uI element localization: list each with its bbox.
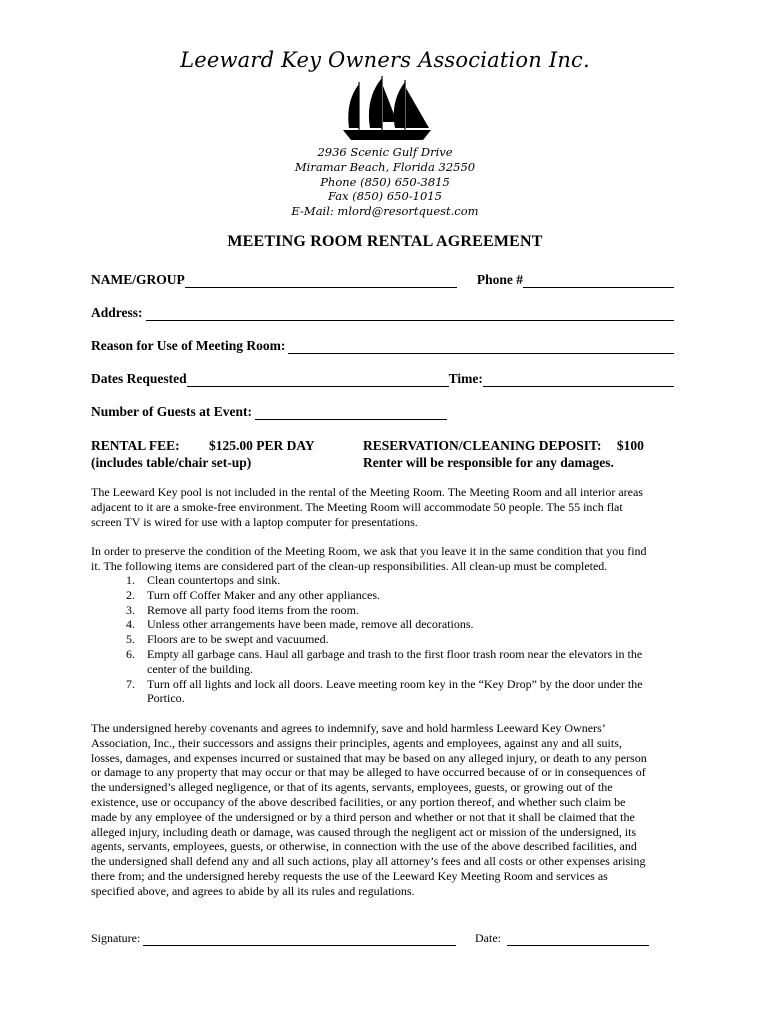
paragraph-line: losses, damages, and expenses incurred or sustained that may be based on any alleged injury, or death to any person xyxy=(91,750,647,765)
guests-label: Number of Guests at Event: xyxy=(91,404,252,419)
fax-number: Fax (850) 650-1015 xyxy=(328,189,442,204)
dates-requested-field[interactable] xyxy=(187,372,449,387)
deposit-note: Renter will be responsible for any damages. xyxy=(363,455,614,470)
list-text: Clean countertops and sink. xyxy=(147,573,281,587)
signature-field[interactable] xyxy=(143,933,456,946)
list-text: Floors are to be swept and vacuumed. xyxy=(147,632,329,647)
time-field[interactable] xyxy=(483,372,674,387)
address-field[interactable] xyxy=(146,306,674,321)
paragraph-line: adjacent to it are a smoke-free environment. The Meeting Room will accommodate 50 people. The 55 inch flat xyxy=(91,499,623,514)
rental-fee-block xyxy=(91,437,315,471)
paragraph-line: it. The following items are considered part of the clean-up responsibilities. All clean-up must be completed. xyxy=(91,558,608,573)
list-item xyxy=(91,617,681,632)
organization-name: Leeward Key Owners Association Inc. xyxy=(180,48,590,72)
address-block xyxy=(0,145,770,219)
date-row xyxy=(475,931,649,946)
address-label: Address: xyxy=(91,305,143,320)
signature-row xyxy=(91,931,456,946)
paragraph-line: specified above, and agrees to abide by all its rules and regulations. xyxy=(91,883,415,898)
list-number: 6. xyxy=(126,646,135,661)
phone-field[interactable] xyxy=(523,273,674,288)
deposit-amount: $100 xyxy=(616,438,644,453)
list-text-line: Portico. xyxy=(147,691,185,706)
deposit-block xyxy=(363,437,644,471)
date-field[interactable] xyxy=(507,933,649,946)
paragraph-line: made by any employee of the undersigned or by a third person and whether or not that it shall be claimed that the xyxy=(91,809,635,824)
list-number: 4. xyxy=(126,617,135,632)
guests-field[interactable] xyxy=(255,405,447,420)
paragraph-line: the undersigned’s alleged negligence, or that of its agents, servants, employees, guests, or growing out of the xyxy=(91,780,613,795)
address-row xyxy=(91,305,674,321)
indemnity-paragraph xyxy=(91,721,681,899)
list-item xyxy=(91,588,681,603)
street-address: 2936 Scenic Gulf Drive xyxy=(317,145,453,159)
list-text xyxy=(135,647,642,677)
list-text: Turn off Coffer Maker and any other appliances. xyxy=(147,587,381,602)
dates-requested-label: Dates Requested xyxy=(91,371,187,386)
paragraph-line: Association, Inc., their successors and assigns their principles, agents and employees, against any and all suits, xyxy=(91,735,622,750)
paragraph-line: or damage to any property that may occur or that may be alleged to have occurred because of or in consequences of xyxy=(91,765,646,780)
name-group-label: NAME/GROUP xyxy=(91,272,185,287)
list-text-line: Turn off all lights and lock all doors. Leave meeting room key in the “Key Drop” by the door under the xyxy=(147,676,643,691)
name-group-field[interactable] xyxy=(185,273,457,288)
paragraph-line: alleged injury, including death or damage, was caused through the negligent act or mission of the undersigned, its xyxy=(91,824,637,839)
paragraph-line: existence, use or occupancy of the above described facilities, or any portion thereof, and whether such claim be xyxy=(91,794,626,809)
phone-label: Phone # xyxy=(476,272,524,287)
list-number: 3. xyxy=(126,602,135,617)
paragraph-line: The Leeward Key pool is not included in the rental of the Meeting Room. The Meeting Room and all interior areas xyxy=(91,485,643,499)
guests-row xyxy=(91,404,674,420)
paragraph-line: The undersigned hereby covenants and agrees to indemnify, save and hold harmless Leeward Key Owners’ xyxy=(91,721,606,735)
list-number: 5. xyxy=(126,632,135,647)
list-text-line: center of the building. xyxy=(147,661,253,676)
cleanup-list xyxy=(91,573,681,706)
deposit-label: RESERVATION/CLEANING DEPOSIT: xyxy=(363,438,602,453)
list-number: 2. xyxy=(126,587,135,602)
list-number: 7. xyxy=(126,676,135,691)
list-text: Unless other arrangements have been made, remove all decorations. xyxy=(147,617,474,632)
phone-number: Phone (850) 650-3815 xyxy=(320,174,450,189)
paragraph-line: agents, servants, employees, guests, or otherwise, in connection with the use of the above described facilities, and xyxy=(91,839,637,854)
paragraph-line: In order to preserve the condition of the Meeting Room, we ask that you leave it in the same condition that you find xyxy=(91,544,647,558)
list-item xyxy=(91,647,681,677)
rental-fee-label: RENTAL FEE: xyxy=(91,438,180,453)
name-phone-row xyxy=(91,272,674,288)
list-text-line: Empty all garbage cans. Haul all garbage and trash to the first floor trash room near the elevators in the xyxy=(147,646,643,661)
list-item xyxy=(91,677,681,707)
cleanup-intro-paragraph xyxy=(91,544,681,574)
list-number: 1. xyxy=(126,573,135,587)
list-text xyxy=(135,677,643,707)
signature-label: Signature: xyxy=(91,931,141,945)
list-item xyxy=(91,573,681,588)
pool-smoke-free-paragraph xyxy=(91,485,681,529)
sailing-ship-icon xyxy=(337,72,437,144)
city-state-zip: Miramar Beach, Florida 32550 xyxy=(294,159,476,174)
reason-field[interactable] xyxy=(288,339,674,354)
paragraph-line: there from; and the undersigned hereby requests the use of the Leeward Key Meeting Room and services as xyxy=(91,868,608,883)
list-item xyxy=(91,632,681,647)
email-address: E-Mail: mlord@resortquest.com xyxy=(291,204,479,219)
reason-row xyxy=(91,338,674,354)
rental-fee-amount: $125.00 PER DAY xyxy=(209,438,315,453)
paragraph-line: the undersigned shall defend any and all such actions, play all attorney’s fees and all costs or other expenses arising xyxy=(91,854,646,869)
reason-label: Reason for Use of Meeting Room: xyxy=(91,338,286,353)
list-item xyxy=(91,603,681,618)
document-title: MEETING ROOM RENTAL AGREEMENT xyxy=(227,233,543,250)
paragraph-line: screen TV is wired for use with a laptop computer for presentations. xyxy=(91,514,418,529)
time-label: Time: xyxy=(448,371,483,386)
list-text: Remove all party food items from the room. xyxy=(147,602,359,617)
date-label: Date: xyxy=(475,931,501,945)
dates-time-row xyxy=(91,371,674,387)
rental-fee-note: (includes table/chair set-up) xyxy=(91,455,252,470)
